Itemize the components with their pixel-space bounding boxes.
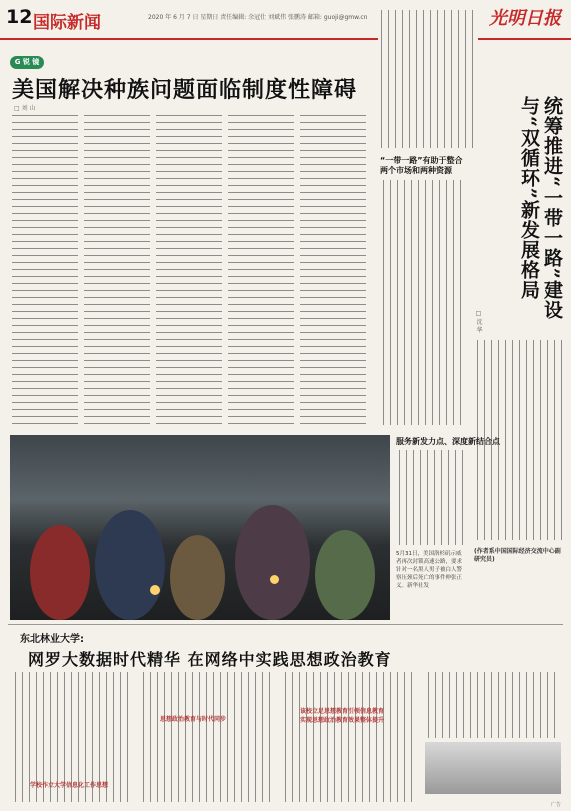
crowd-figure [235, 505, 310, 620]
bottom-subhead-2: 思想政治教育与时代同步 [160, 716, 227, 723]
section-divider [8, 624, 563, 625]
bottom-headline: 网罗大数据时代精华 在网络中实践思想政治教育 [28, 650, 392, 669]
bottom-subhead-3: 该校立足思想教育引领信息教育 [300, 708, 385, 715]
headline-line-1: 统筹推进“一带一路”建设 [541, 96, 563, 320]
bottom-text-col-3 [282, 672, 416, 802]
article-column-2 [84, 112, 150, 425]
crowd-figure [30, 525, 90, 620]
right-article-text-top [378, 10, 478, 148]
right-article-author: □ 沈 华 [475, 310, 482, 333]
right-article-headline [517, 96, 563, 320]
bottom-subhead-1: 学校作立大学信息化工作思想 [30, 782, 109, 789]
issue-meta: 2020 年 6 月 7 日 星期日 责任编辑: 余冠仕 刘斌伟 张鹏涛 邮箱: guoji@gmw.cn [148, 14, 368, 21]
right-article-text-low [396, 450, 466, 545]
candle-light [150, 585, 160, 595]
lead-byline: □ 刘 山 [14, 105, 36, 112]
page-number: 12 [6, 6, 33, 28]
photo-caption: 5月31日，美国洛杉矶示威者再次封锁高速公路，要求针对一名黑人男子被白人警察压颈后死亡的事件伸张正义。新华社发 [396, 551, 463, 589]
article-column-1 [12, 112, 78, 425]
bottom-text-col-2 [140, 672, 274, 802]
bottom-text-col-4 [425, 672, 561, 738]
right-article-text-mid [380, 180, 466, 425]
article-column-3 [156, 112, 222, 425]
crowd-figure [95, 510, 165, 620]
lead-headline: 美国解决种族问题面临制度性障碍 [12, 77, 358, 103]
news-photo [10, 435, 390, 620]
ad-label: 广告 [550, 802, 561, 808]
right-article-footnote: (作者系中国国际经济交流中心副研究员) [474, 548, 561, 563]
right-subhead-1: “一带一路”有助于整合两个市场和两种资源 [380, 156, 463, 175]
newspaper-logo: 光明日报 [489, 8, 561, 29]
article-column-4 [228, 112, 294, 425]
column-badge: G 锐 镜 [10, 56, 44, 69]
bottom-subhead-4: 实现思想政治教育效果整体提升 [300, 717, 385, 724]
page-header [0, 0, 571, 40]
crowd-figure [315, 530, 375, 620]
article-column-5 [300, 112, 366, 425]
candle-light [270, 575, 279, 584]
crowd-figure [170, 535, 225, 620]
school-name: 东北林业大学: [20, 634, 84, 645]
section-title: 国际新闻 [33, 13, 101, 33]
campus-photo [425, 742, 561, 794]
right-subhead-2: 服务新发力点、深度新结合点 [396, 437, 500, 446]
headline-line-2: 与“双循环”新发展格局 [518, 96, 540, 300]
